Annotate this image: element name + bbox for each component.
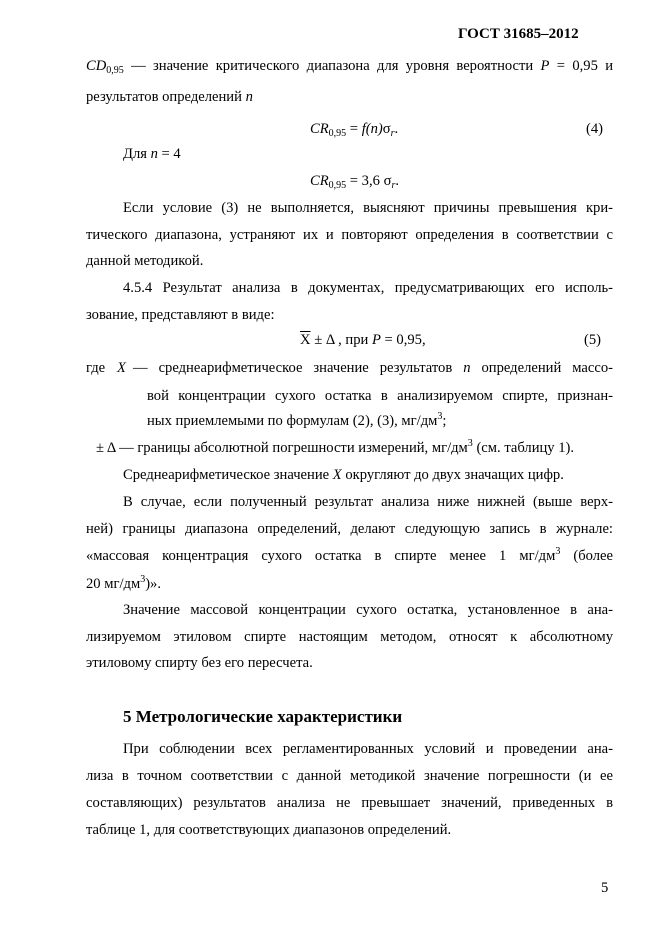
text-line: ных приемлемыми по формулам (2), (3), $мг/дм^3$;: [147, 411, 447, 429]
page-number: 5: [601, 880, 609, 896]
text-line: лиза в точном соответствии с данной методикой значение погрешности (и ее: [86, 768, 613, 784]
section-title: 5 Метрологические характеристики: [123, 707, 403, 726]
text-line: 20 $мг/дм^3$)».: [86, 574, 161, 592]
text-line: лизируемом этиловом спирте настоящим методом, относят к абсолютному: [86, 629, 613, 645]
text-line: результатов определений n: [86, 89, 253, 105]
text-line: ней) границы диапазона определений, делают следующую запись в журнале:: [86, 521, 613, 537]
text-line: Если условие (3) не выполняется, выясняют причины превышения кри-: [123, 200, 613, 216]
text-line: — среднеарифметическое значение результатов n определений массо-: [133, 360, 613, 376]
text-line: составляющих) результатов анализа не превышает значений, приведенных в: [86, 795, 613, 811]
text-line: Для n = 4: [123, 146, 181, 162]
text-line: В случае, если полученный результат анализа ниже нижней (выше верх-: [123, 494, 613, 510]
text-line: этиловому спирту без его пересчета.: [86, 655, 313, 671]
formula-5: $\overline{X} \pm \Delta$ , при P = 0,95,: [300, 332, 426, 348]
text-line: зование, представляют в виде:: [86, 307, 275, 323]
formula-number-4: (4): [586, 121, 604, 137]
text-line: тического диапазона, устраняют их и повторяют определения в соответствии с: [86, 227, 613, 243]
text-line: Значение массовой концентрации сухого остатка, установленное в ана-: [123, 602, 613, 618]
text-line: данной методикой.: [86, 253, 204, 269]
where-label: где: [86, 360, 106, 376]
text-line: вой концентрации сухого остатка в анализируемом спирте, признан-: [147, 388, 613, 404]
document-header-gost: ГОСТ 31685–2012: [458, 26, 579, 42]
text-line: При соблюдении всех регламентированных условий и проведении ана-: [123, 741, 613, 757]
formula-number-5: (5): [584, 332, 602, 348]
where-symbol-x: X: [117, 360, 126, 376]
text-line: Среднеарифметическое значение X округляют до двух значащих цифр.: [123, 467, 564, 483]
formula-4: $CR_{0,95} = f(n)\sigma_r$.: [310, 121, 399, 139]
text-line: «массовая концентрация сухого остатка в спирте менее 1 $мг/дм^3$ (более: [86, 546, 613, 564]
formula-cr-value: $CR_{0,95} = 3,6$ $\sigma_r$.: [310, 173, 400, 191]
text-line: $CD_{0,95}$ — значение критического диапазона для уровня вероятности P = 0,95 и: [86, 58, 614, 76]
text-line: 4.5.4 Результат анализа в документах, предусматривающих его исполь-: [123, 280, 613, 296]
text-line: ± Δ — границы абсолютной погрешности измерений, $мг/дм^3$ (см. таблицу 1).: [96, 438, 575, 456]
text-line: таблице 1, для соответствующих диапазонов определений.: [86, 822, 452, 838]
